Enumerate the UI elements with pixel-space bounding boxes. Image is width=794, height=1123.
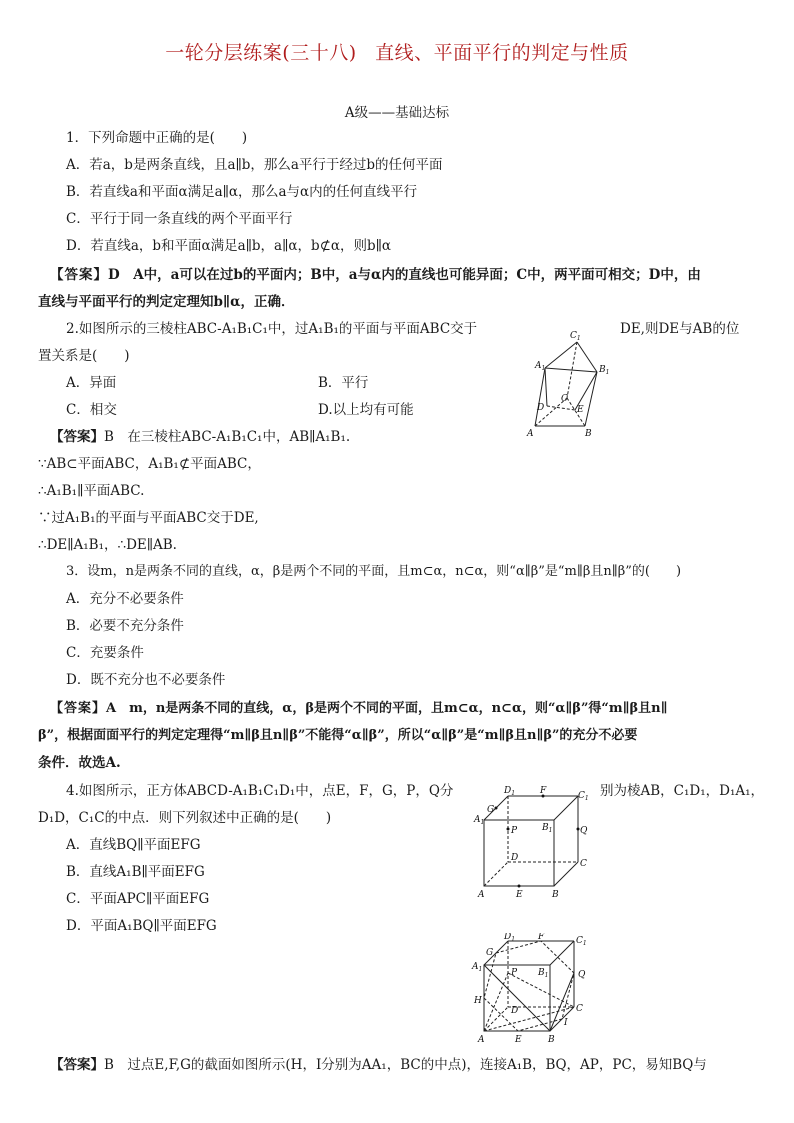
subscript-one: 1 (582, 940, 587, 947)
q2-stem-cont: 置关系是( ) (38, 348, 130, 364)
q2-stem: 2.如图所示的三棱柱ABC-A₁B₁C₁中，过A₁B₁的平面与平面ABC交于 (66, 321, 478, 337)
label-b1: $B_1$ (538, 968, 549, 979)
q3-answer (50, 700, 668, 718)
label-b: B (585, 429, 592, 438)
label-b1: $B_1$ (542, 823, 553, 834)
label-q: Q (578, 970, 586, 980)
label-c: C (561, 394, 568, 404)
q2-answer-text: B 在三棱柱ABC-A₁B₁C₁中，AB∥A₁B₁. (104, 429, 351, 445)
q2-step2: ∴A₁B₁∥平面ABC. (38, 483, 145, 499)
label-c: C (580, 859, 587, 869)
q1-option-c: C．平行于同一条直线的两个平面平行 (66, 211, 293, 227)
answer-tag: 【答案】 (50, 267, 108, 283)
q4-option-a: A．直线BQ∥平面EFG (66, 837, 201, 853)
q4-option-c: C．平面APC∥平面EFG (66, 891, 210, 907)
label-b1: $B_1$ (599, 365, 610, 376)
label-a: A (527, 429, 534, 438)
q1-option-a: A．若a，b是两条直线，且a∥b，那么a平行于经过b的任何平面 (66, 157, 443, 173)
subscript-one: 1 (544, 972, 549, 979)
subscript-one: 1 (576, 335, 581, 342)
label-a: A (478, 890, 485, 900)
q1-option-b: B．若直线a和平面α满足a∥α，那么a与α内的任何直线平行 (66, 184, 418, 200)
label-h: H (474, 996, 482, 1006)
q2-stem-right: DE,则DE与AB的位 (620, 321, 740, 337)
subscript-one: 1 (511, 790, 516, 797)
subscript-one: 1 (541, 365, 546, 372)
q2-option-c: C．相交 (66, 402, 117, 418)
q4-answer (50, 1056, 707, 1074)
label-e: E (516, 890, 523, 900)
q3-answer-end: 条件．故选A. (38, 755, 121, 771)
label-d: D (537, 403, 545, 413)
label-a1: $A_1$ (535, 361, 546, 372)
q4-option-d: D．平面A₁BQ∥平面EFG (66, 918, 217, 934)
q3-stem: 3．设m，n是两条不同的直线，α，β是两个不同的平面，且m⊂α，n⊂α，则“α∥β”是“m∥β且n∥β”的( ) (66, 564, 682, 579)
label-p: P (511, 826, 518, 836)
q4-stem: 4.如图所示，正方体ABCD-A₁B₁C₁D₁中，点E，F，G，P，Q分 (66, 783, 454, 799)
answer-tag: 【答案】 (50, 429, 104, 445)
label-e: E (515, 1035, 522, 1045)
subscript-one: 1 (548, 827, 553, 834)
label-a: A (478, 1035, 485, 1045)
label-a1: $A_1$ (472, 962, 483, 973)
q1-option-d: D．若直线a，b和平面α满足a∥b，a∥α，b⊄α，则b∥α (66, 238, 392, 254)
q1-answer-text: D A中，a可以在过b的平面内；B中，a与α内的直线也可能异面；C中，两平面可相交；D中，由 (108, 267, 701, 283)
label-c1: $C_1$ (576, 936, 587, 947)
q2-step1: ∵AB⊂平面ABC，A₁B₁⊄平面ABC， (38, 456, 261, 472)
cube-figure (470, 784, 600, 904)
label-c1: $C_1$ (570, 331, 581, 342)
label-c: C (576, 1004, 583, 1014)
label-c1: $C_1$ (578, 791, 589, 802)
q3-option-b: B．必要不充分条件 (66, 618, 184, 634)
label-f: F (538, 933, 545, 942)
answer-tag: 【答案】 (50, 701, 107, 716)
cube-section-figure (468, 933, 598, 1045)
subscript-one: 1 (511, 936, 516, 943)
label-p: P (511, 968, 518, 978)
q4-stem-right: 别为棱AB，C₁D₁，D₁A₁， (600, 783, 765, 799)
q2-step3: ∵过A₁B₁的平面与平面ABC交于DE, (38, 510, 259, 526)
title-right: 直线、平面平行的判定与性质 (375, 42, 629, 64)
q2-answer (50, 428, 350, 446)
label-a1: $A_1$ (474, 815, 485, 826)
q3-option-d: D．既不充分也不必要条件 (66, 672, 226, 688)
page-title (0, 38, 794, 65)
label-d1: $D_1$ (504, 786, 516, 797)
label-i: I (564, 1018, 568, 1028)
label-f: F (540, 786, 547, 796)
prism-figure (525, 328, 615, 438)
q3-option-c: C．充要条件 (66, 645, 144, 661)
q3-option-a: A．充分不必要条件 (66, 591, 184, 607)
label-d: D (511, 853, 519, 863)
subscript-one: 1 (584, 795, 589, 802)
q2-step4: ∴DE∥A₁B₁，∴DE∥AB. (38, 537, 177, 553)
q4-stem-cont: D₁D，C₁C的中点．则下列叙述中正确的是( ) (38, 810, 332, 826)
q1-stem: 1．下列命题中正确的是( ) (66, 130, 248, 146)
label-d1: $D_1$ (504, 933, 516, 943)
label-g: G (486, 948, 494, 958)
subscript-one: 1 (605, 369, 610, 376)
label-b: B (548, 1035, 555, 1045)
label-b: B (552, 890, 559, 900)
q2-option-b: B．平行 (318, 375, 369, 391)
subscript-one: 1 (478, 966, 483, 973)
q4-option-b: B．直线A₁B∥平面EFG (66, 864, 205, 880)
title-left: 一轮分层练案(三十八) (165, 42, 357, 64)
label-g: G (487, 805, 495, 815)
q1-answer-cont: 直线与平面平行的判定定理知b∥α，正确． (38, 294, 295, 310)
q3-answer-cont: β”，根据面面平行的判定定理得“m∥β且n∥β”不能得“α∥β”，所以“α∥β”是“m∥β且n∥β”的充分不必要 (38, 728, 638, 743)
label-e: E (577, 405, 584, 415)
label-d: D (511, 1006, 519, 1016)
q2-option-d: D.以上均有可能 (318, 402, 414, 418)
answer-tag: 【答案】 (50, 1057, 104, 1073)
q2-option-a: A．异面 (66, 375, 117, 391)
label-q: Q (580, 826, 588, 836)
q4-answer-text: B 过点E,F,G的截面如图所示(H，I分别为AA₁，BC的中点)，连接A₁B，BQ，AP，PC，易知BQ与 (104, 1057, 707, 1073)
q3-answer-text: A m，n是两条不同的直线，α，β是两个不同的平面，且m⊂α，n⊂α，则“α∥β”得“m∥β且n∥ (106, 701, 668, 716)
level-heading: A级——基础达标 (344, 105, 450, 121)
q1-answer (50, 266, 701, 284)
subscript-one: 1 (480, 819, 485, 826)
